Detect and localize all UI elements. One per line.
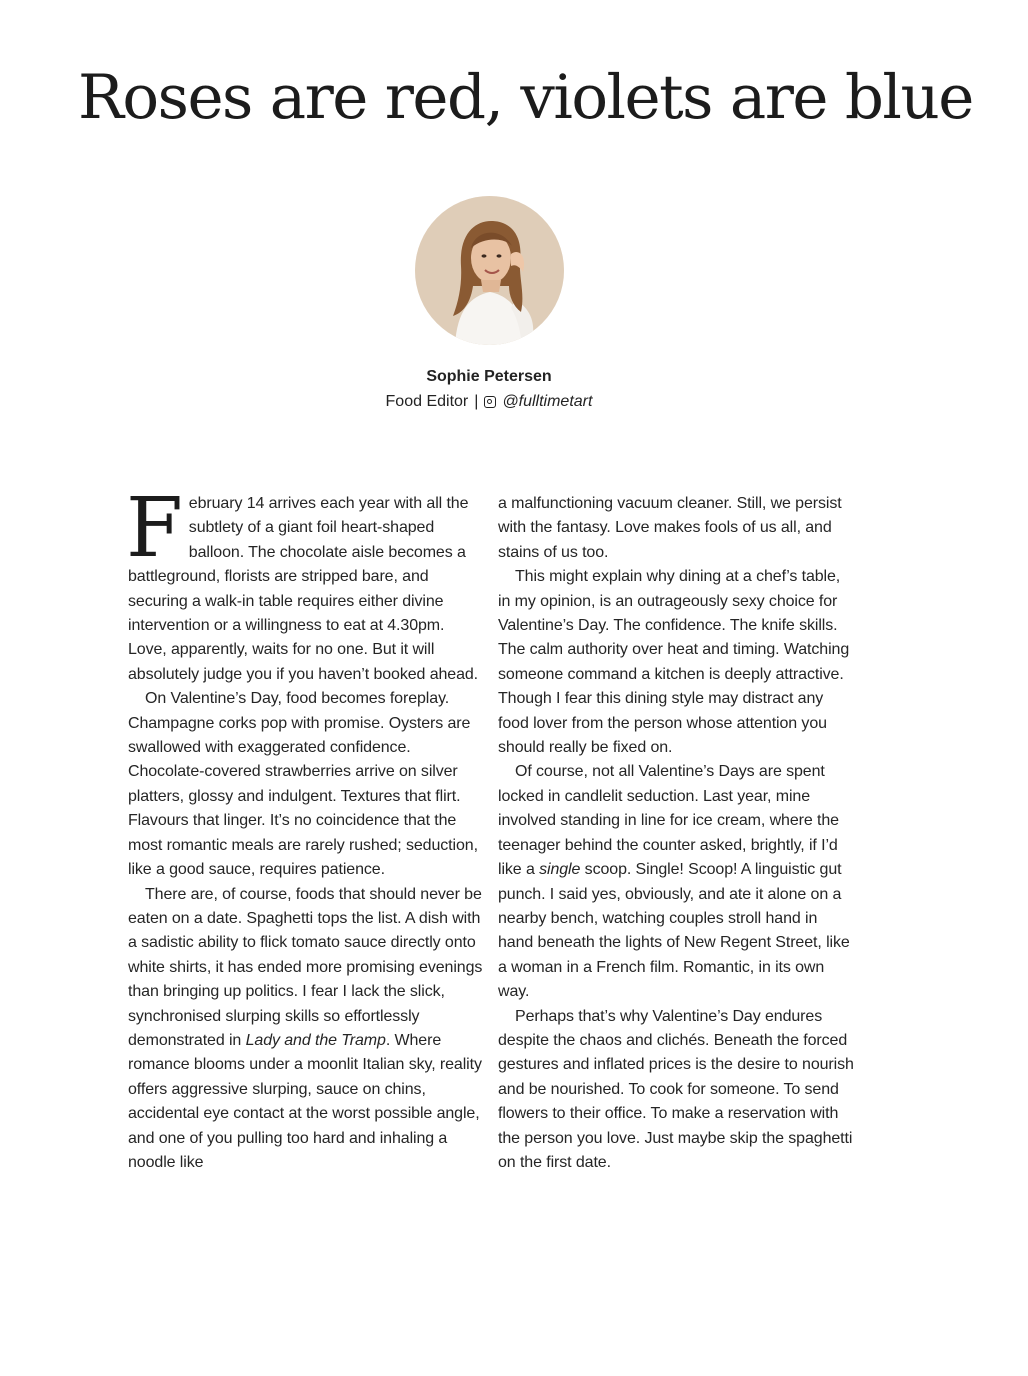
emphasis-text: single	[539, 861, 581, 879]
article-column-right	[498, 492, 854, 1175]
film-title: Lady and the Tramp	[245, 1031, 386, 1049]
paragraph-text: There are, of course, foods that should never be eaten on a date. Spaghetti tops the list. A dish with a sadistic ability to flick tomato sauce directly onto white shirts, it has ended more promising evenings than bringing up politics. I fear I lack the slick, synchronised slurping skills so effortlessly demonstrated in	[128, 885, 483, 1049]
byline-separator: |	[474, 393, 479, 410]
article-column-left	[126, 481, 484, 1175]
paragraph: On Valentine’s Day, food becomes foreplay. Champagne corks pop with promise. Oysters are swallowed with exaggerated confidence. Chocolate-covered strawberries arrive on silver platters, glossy and indulgent. Textures that flirt. Flavours that linger. It’s no coincidence that the most romantic meals are rarely rushed; seduction, like a good sauce, requires patience.	[128, 690, 478, 879]
paragraph	[126, 481, 484, 687]
paragraph	[128, 883, 484, 1176]
paragraph-text: Of course, not all Valentine’s Days are spent locked in candlelit seduction. Last year, mine involved standing in line for ice cream, where the teenager behind the counter asked, brightly, if I’d like a	[498, 763, 839, 879]
paragraph: a malfunctioning vacuum cleaner. Still, we persist with the fantasy. Love makes fools of us all, and stains of us too.	[498, 495, 842, 561]
instagram-handle-link[interactable]: @fulltimetart	[502, 393, 593, 410]
paragraph: This might explain why dining at a chef’s table, in my opinion, is an outrageously sexy choice for Valentine’s Day. The confidence. The knife skills. The calm authority over heat and timing. Watching someone command a kitchen is deeply attractive. Though I fear this dining style may distract any food lover from the person whose attention you should really be fixed on.	[498, 568, 850, 757]
paragraph-text: ebruary 14 arrives each year with all the subtlety of a giant foil heart-shaped balloon. The chocolate aisle becomes a battleground, florists are stripped bare, and securing a walk-in table requires either divine intervention or a willingness to eat at 4.30pm. Love, apparently, waits for no one. But it will absolutely judge you if you haven’t booked ahead.	[128, 495, 479, 683]
author-name: Sophie Petersen	[426, 368, 552, 385]
author-avatar	[415, 196, 564, 345]
paragraph-text: . Where romance blooms under a moonlit Italian sky, reality offers aggressive slurping, sauce on chins, accidental eye contact at the worst possible angle, and one of you pulling too hard and inhaling a noodle like	[128, 1031, 482, 1171]
paragraph	[498, 760, 854, 1004]
drop-cap: F	[126, 481, 183, 576]
author-role: Food Editor	[385, 393, 469, 410]
author-byline	[0, 391, 978, 413]
article-title: Roses are red, violets are blue	[78, 62, 973, 133]
paragraph-text: scoop. Single! Scoop! A linguistic gut punch. I said yes, obviously, and ate it alone on a nearby bench, watching couples stroll hand in hand beneath the lights of New Regent Street, like a woman in a French film. Romantic, in its own way.	[498, 861, 850, 1001]
paragraph: Perhaps that’s why Valentine’s Day endures despite the chaos and clichés. Beneath the forced gestures and inflated prices is the desire to nourish and be nourished. To cook for someone. To send flowers to their office. To make a reservation with the person you love. Just maybe skip the spaghetti on the first date.	[498, 1007, 854, 1171]
author-photo	[415, 196, 564, 345]
instagram-icon	[484, 396, 496, 408]
